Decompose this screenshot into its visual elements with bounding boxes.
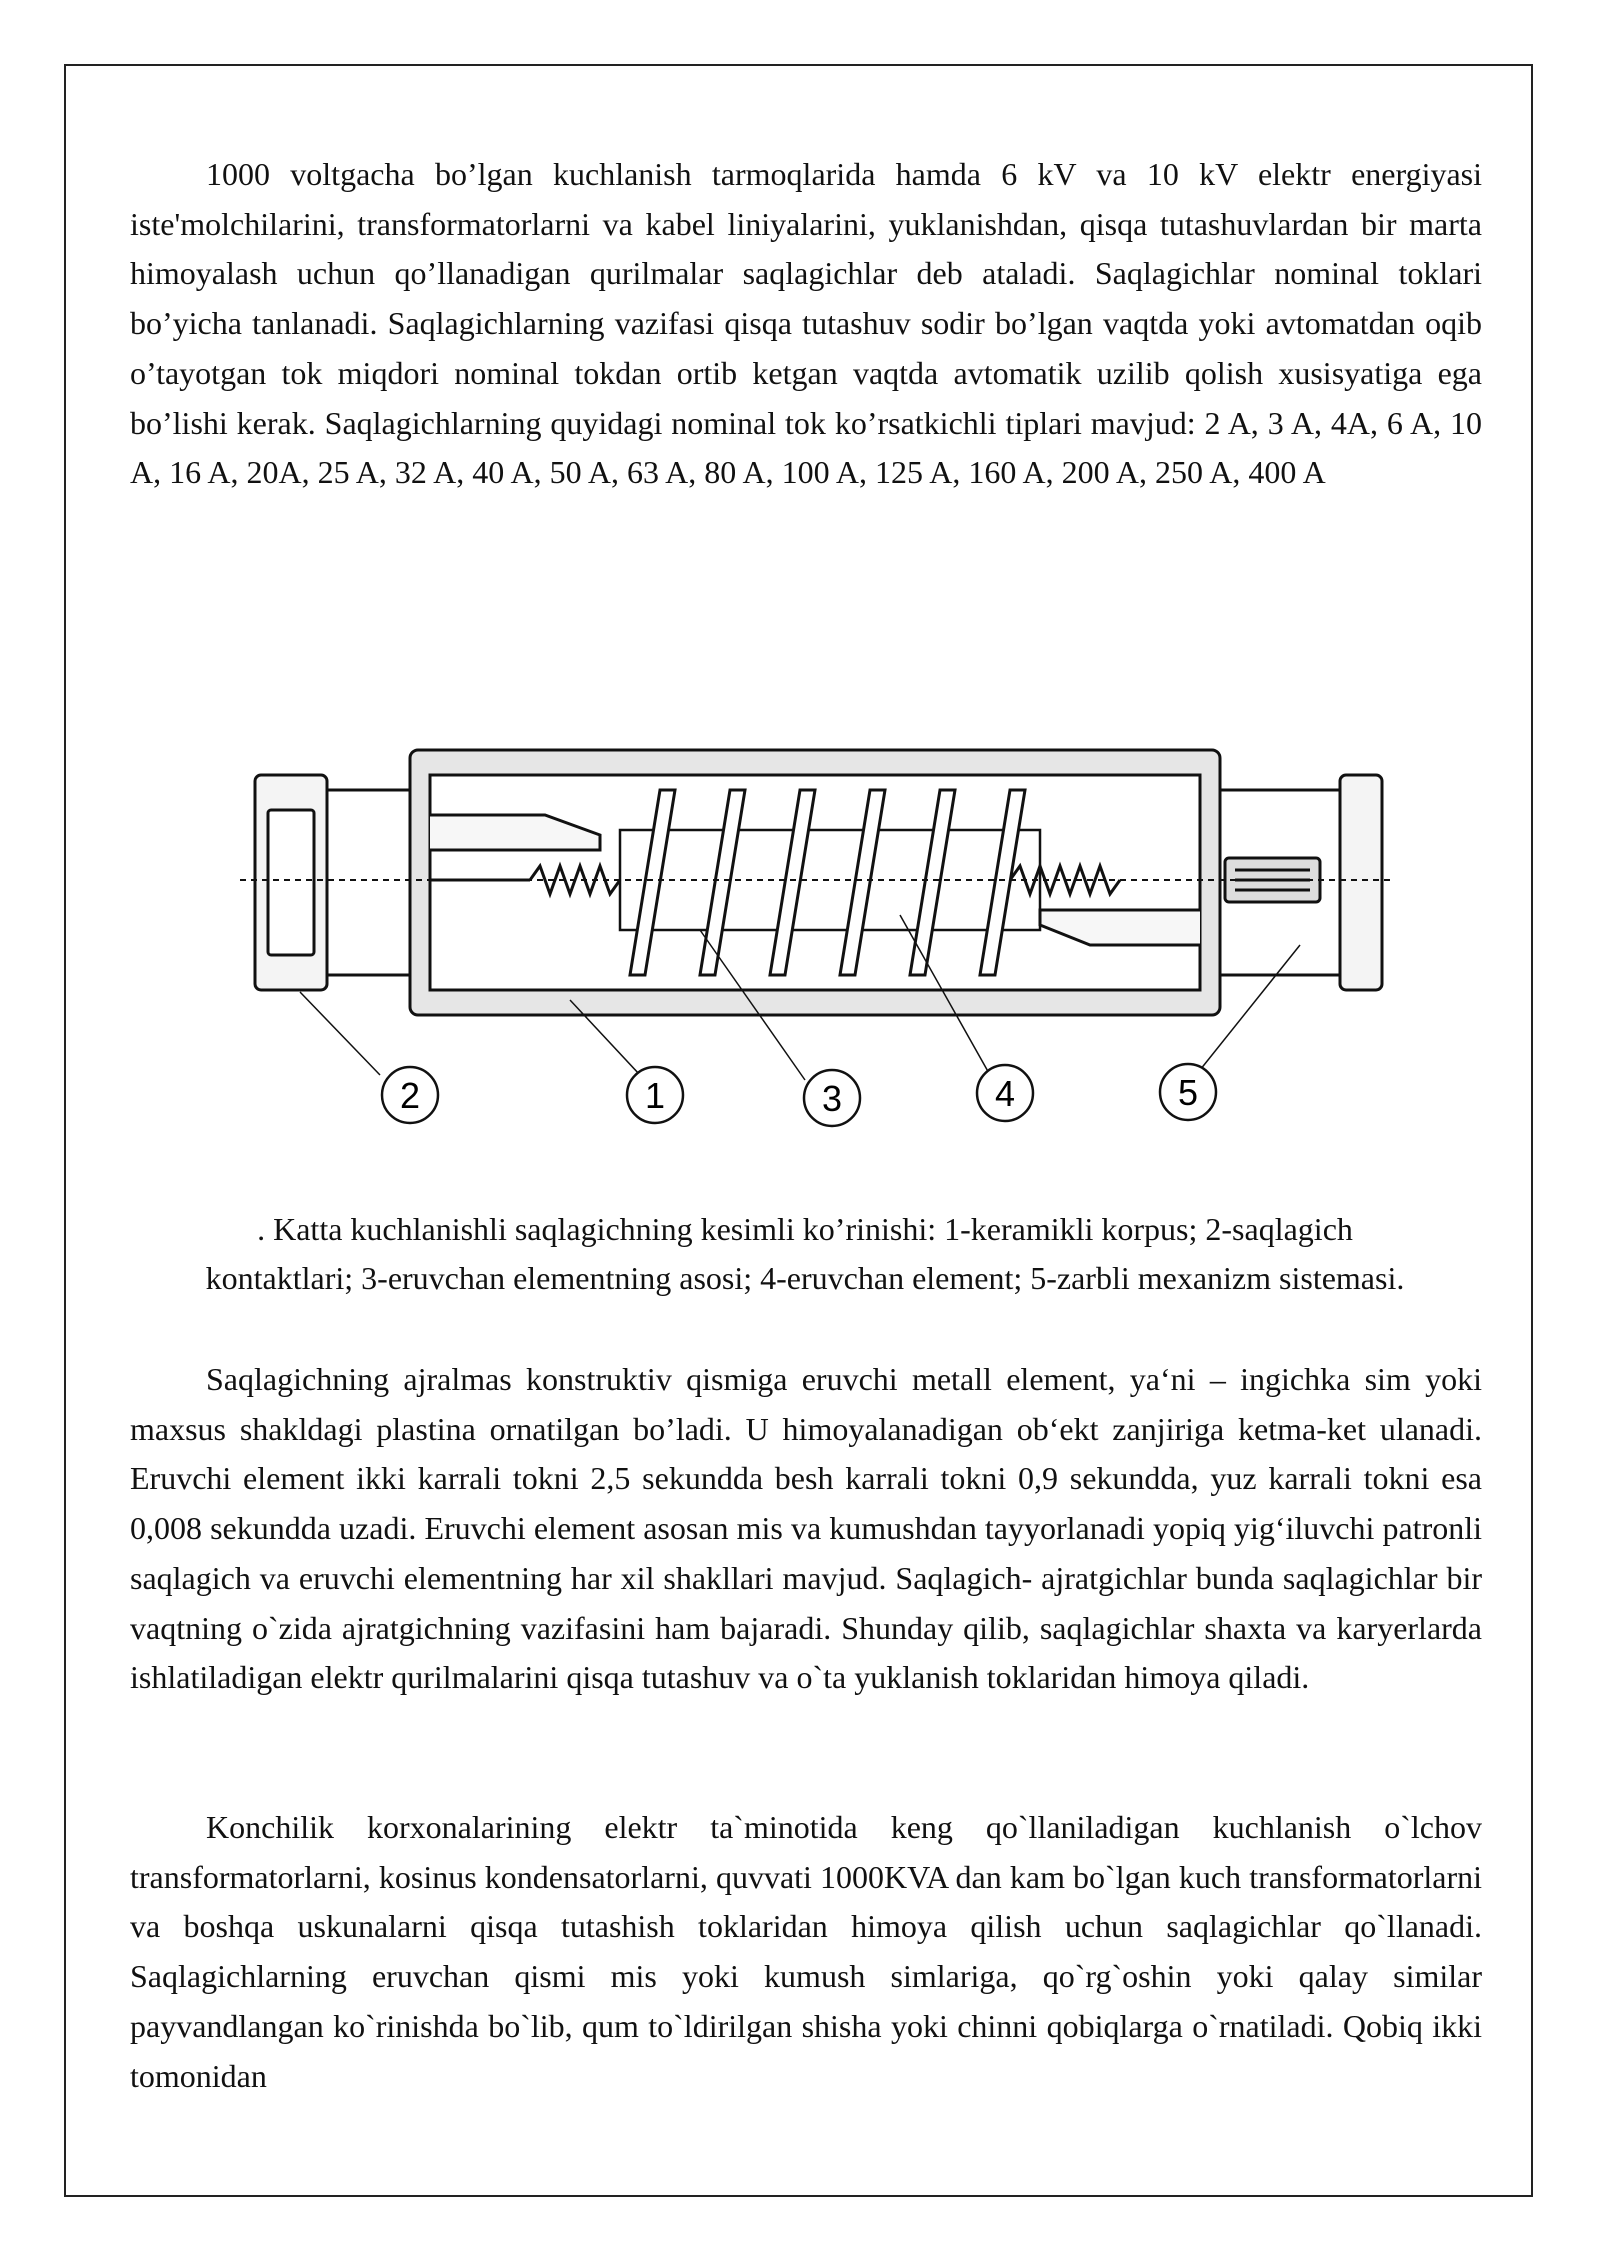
callout-1: 1 xyxy=(644,1075,666,1116)
fuse-diagram xyxy=(240,730,1390,1150)
figure-caption: . Katta kuchlanishli saqlagichning kesimli ko’rinishi: 1-keramikli korpus; 2-saqlagich kontaktlari; 3-eruvchan elementning asosi; 4-eruvchan element; 5-zarbli mexanizm sistemasi. xyxy=(205,1211,1405,1296)
right-end-cap xyxy=(1340,775,1382,990)
callout-4: 4 xyxy=(994,1073,1016,1114)
callout-2: 2 xyxy=(399,1075,421,1116)
fuse-cross-section-figure xyxy=(240,730,1390,1150)
paragraph-fusible-element: Saqlagichning ajralmas konstruktiv qismiga eruvchi metall element, ya‘ni – ingichka sim yoki maxsus shakldagi plastina ornatilgan bo’ladi. U himoyalanadigan ob‘ekt zanjiriga ketma-ket ulanadi. Eruvchi element ikki karrali tokni 2,5 sekundda besh karrali tokni 0,9 sekundda, yuz karrali tokni esa 0,008 sekundda uzadi. Eruvchi element asosan mis va kumushdan tayyorlanadi yopiq yig‘iluvchi patronli saqlagich va eruvchi elementning har xil shakllari mavjud. Saqlagich- ajratgichlar bunda saqlagichlar bir vaqtning o`zida ajratgichning vazifasini ham bajaradi. Shunday qilib, saqlagichlar shaxta va karyerlarda ishlatiladigan elektr qurilmalarini qisqa tutashuv va o`ta yuklanish toklaridan himoya qiladi. xyxy=(130,1361,1482,1696)
paragraph-intro: 1000 voltgacha bo’lgan kuchlanish tarmoqlarida hamda 6 kV va 10 kV elektr energiyasi iste'molchilarini, transformatorlarni va kabel liniyalarini, yuklanishdan, qisqa tutashuvlardan bir marta himoyalash uchun qo’llanadigan qurilmalar saqlagichlar deb ataladi. Saqlagichlar nominal toklari bo’yicha tanlanadi. Saqlagichlarning vazifasi qisqa tutashuv sodir bo’lgan vaqtda yoki avtomatdan oqib o’tayotgan tok miqdori nominal tokdan ortib ketgan vaqtda avtomatik uzilib qolish xusisyatiga ega bo’lishi kerak. Saqlagichlarning quyidagi nominal tok ko’rsatkichli tiplari mavjud: 2 A, 3 A, 4A, 6 A, 10 A, 16 A, 20A, 25 A, 32 A, 40 A, 50 A, 63 A, 80 A, 100 A, 125 A, 160 A, 200 A, 250 A, 400 A xyxy=(130,156,1482,491)
callout-5: 5 xyxy=(1177,1072,1199,1113)
callout-3: 3 xyxy=(821,1078,843,1119)
paragraph-mining-usage: Konchilik korxonalarining elektr ta`minotida keng qo`llaniladigan kuchlanish o`lchov transformatorlarni, kosinus kondensatorlarni, quvvati 1000KVA dan kam bo`lgan kuch transformatorlarni va boshqa uskunalarni qisqa tutashish toklaridan himoya qilish uchun saqlagichlar qo`llanadi. Saqlagichlarning eruvchan qismi mis yoki kumush simlariga, qo`rg`oshin yoki qalay similar payvandlangan ko`rinishda bo`lib, qum to`ldirilgan shisha yoki chinni qobiqlarga o`rnatiladi. Qobiq ikki tomonidan xyxy=(130,1809,1482,2094)
